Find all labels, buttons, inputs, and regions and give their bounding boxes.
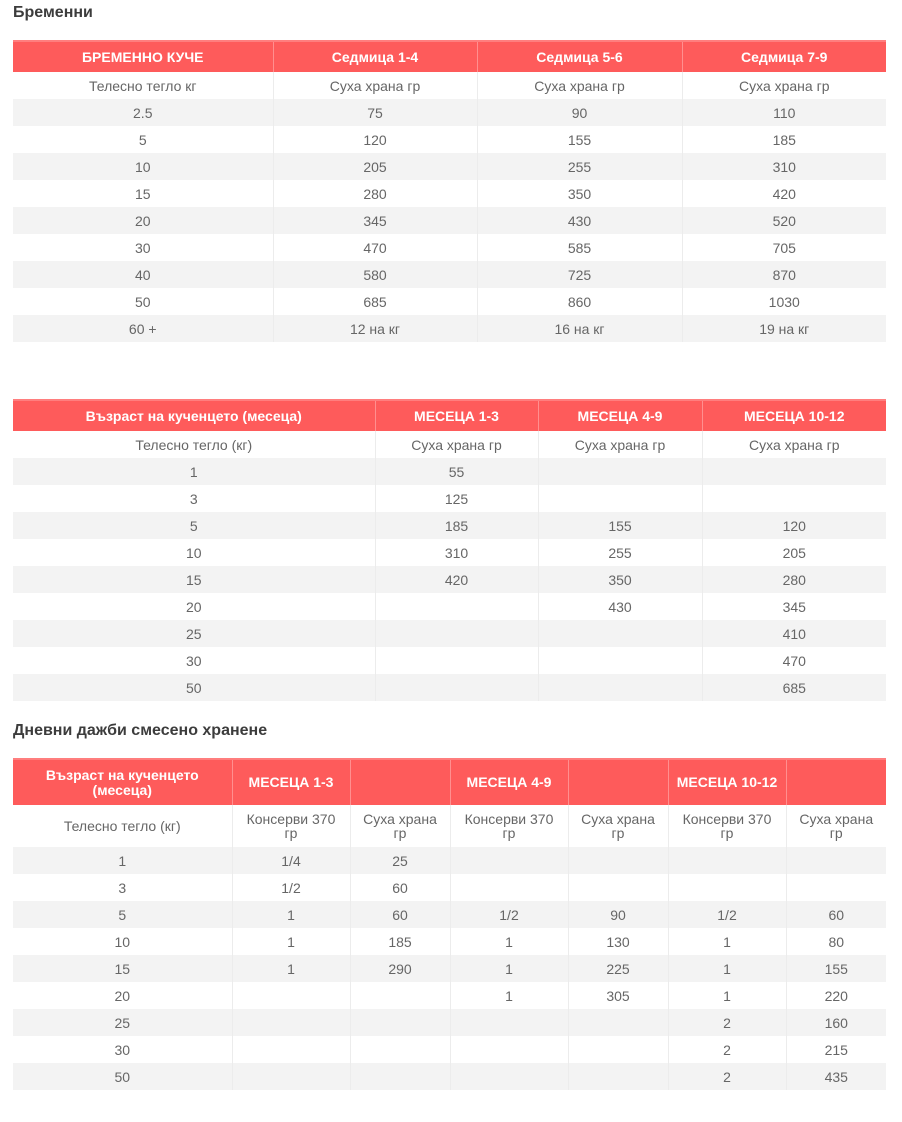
table-cell (538, 485, 702, 512)
table-cell: 60 + (13, 315, 273, 342)
table-cell (568, 847, 668, 874)
subheader-cell: Консерви 370 гр (232, 805, 350, 847)
table-row (13, 315, 886, 342)
table-cell: 155 (538, 512, 702, 539)
table-cell: 5 (138, 131, 147, 148)
table-row (13, 126, 886, 153)
table-cell: 130 (568, 928, 668, 955)
table-cell: 2 (668, 1063, 786, 1090)
column-header: МЕСЕЦА 4-9 (538, 400, 702, 431)
column-header (568, 759, 668, 805)
table-cell: 255 (538, 539, 702, 566)
subheader-row (13, 72, 886, 99)
table-cell (450, 847, 568, 874)
table-cell: 40 (13, 261, 273, 288)
column-header: Възраст на кученцето (месеца) (13, 759, 232, 805)
subheader-row (13, 431, 886, 458)
table-row (13, 485, 886, 512)
table-cell: 60 (786, 901, 886, 928)
table-cell: 3 (189, 490, 198, 507)
table-cell (568, 1036, 668, 1063)
subheader-cell: Консерви 370 гр (668, 805, 786, 847)
table-cell: 80 (786, 928, 886, 955)
table-cell: 60 (350, 901, 450, 928)
table-row (13, 620, 886, 647)
table-cell (350, 982, 450, 1009)
table-cell: 1 (668, 955, 786, 982)
table-cell: 290 (350, 955, 450, 982)
column-header (350, 759, 450, 805)
table-cell: 30 (134, 239, 151, 256)
table-cell: 725 (477, 261, 682, 288)
table-cell: 870 (682, 261, 886, 288)
table-cell: 1 (232, 955, 350, 982)
section-title-pregnant: Бременни (13, 4, 93, 21)
subheader-cell: Суха храна гр (538, 431, 702, 458)
table-row (13, 1009, 886, 1036)
table-cell: 10 (114, 933, 131, 950)
table-cell (668, 847, 786, 874)
table-cell: 310 (682, 153, 886, 180)
table-cell (350, 1009, 450, 1036)
table-cell: 1 (668, 982, 786, 1009)
table-cell: 350 (477, 180, 682, 207)
table-cell: 255 (477, 153, 682, 180)
table-cell: 20 (185, 598, 202, 615)
table-cell: 25 (13, 620, 375, 647)
table-cell (568, 874, 668, 901)
table-row (13, 99, 886, 126)
table-row (13, 207, 886, 234)
table-cell: 310 (375, 539, 538, 566)
table-cell (450, 874, 568, 901)
table-cell: 215 (786, 1036, 886, 1063)
table-cell: 120 (702, 512, 886, 539)
table-row (13, 647, 886, 674)
table-row (13, 901, 886, 928)
table-cell: 125 (375, 485, 538, 512)
table-row (13, 512, 886, 539)
table-cell (350, 1036, 450, 1063)
table-cell (786, 874, 886, 901)
table-cell: 5 (13, 512, 375, 539)
table-cell: 155 (477, 126, 682, 153)
table-cell: 220 (786, 982, 886, 1009)
table-cell (668, 874, 786, 901)
table-cell: 280 (273, 180, 477, 207)
table-cell: 430 (477, 207, 682, 234)
table-cell: 280 (702, 566, 886, 593)
table-row (13, 593, 886, 620)
table-cell: 185 (375, 512, 538, 539)
column-header: МЕСЕЦА 1-3 (375, 400, 538, 431)
column-header: МЕСЕЦА 10-12 (702, 400, 886, 431)
section-title-mixed-feeding: Дневни дажби смесено хранене (13, 722, 268, 739)
table-cell: 5 (13, 901, 232, 928)
table-row (13, 288, 886, 315)
table-row (13, 982, 886, 1009)
table-cell: 3 (118, 879, 127, 896)
table-cell: 225 (568, 955, 668, 982)
column-header: МЕСЕЦА 1-3 (232, 759, 350, 805)
table-cell: 520 (682, 207, 886, 234)
mixed-feeding-table (13, 758, 886, 1090)
table-cell: 50 (13, 674, 375, 701)
table-row (13, 234, 886, 261)
table-cell: 1 (450, 928, 568, 955)
table-cell (568, 1063, 668, 1090)
table-row (13, 458, 886, 485)
table-cell: 1/2 (232, 874, 350, 901)
table-cell (232, 1009, 350, 1036)
subheader-cell: Телесно тегло кг (88, 77, 197, 94)
table-cell: 1 (450, 955, 568, 982)
puppy-dry-food-table (13, 399, 886, 701)
table-cell: 15 (134, 185, 151, 202)
table-cell: 1030 (682, 288, 886, 315)
table-cell (375, 620, 538, 647)
table-cell: 420 (682, 180, 886, 207)
table-row (13, 1063, 886, 1090)
table-cell: 705 (682, 234, 886, 261)
table-cell: 585 (477, 234, 682, 261)
column-header: МЕСЕЦА 4-9 (450, 759, 568, 805)
subheader-cell: Телесно тегло (кг) (63, 818, 181, 834)
table-row (13, 566, 886, 593)
table-cell: 435 (786, 1063, 886, 1090)
table-cell: 1 (13, 458, 375, 485)
table-cell (538, 674, 702, 701)
table-cell: 50 (13, 1063, 232, 1090)
table-cell: 2 (668, 1036, 786, 1063)
table-header-row (13, 41, 886, 72)
table-cell (538, 647, 702, 674)
table-row (13, 153, 886, 180)
table-body (13, 72, 886, 342)
table-cell: 120 (273, 126, 477, 153)
table-cell (375, 674, 538, 701)
table-cell: 350 (538, 566, 702, 593)
table-cell: 1 (450, 982, 568, 1009)
table-cell: 20 (114, 987, 131, 1004)
pregnant-dog-table (13, 40, 886, 342)
table-row (13, 1036, 886, 1063)
table-cell: 470 (273, 234, 477, 261)
table-cell (786, 847, 886, 874)
table-cell: 685 (273, 288, 477, 315)
subheader-cell: Суха храна гр (682, 72, 886, 99)
column-header (786, 759, 886, 805)
table-cell: 16 на кг (477, 315, 682, 342)
table-cell: 60 (350, 874, 450, 901)
subheader-row (13, 805, 886, 847)
table-cell: 685 (702, 674, 886, 701)
table-row (13, 955, 886, 982)
table-cell (232, 1063, 350, 1090)
subheader-cell: Суха храна гр (786, 805, 886, 847)
table-cell: 90 (568, 901, 668, 928)
table-cell: 420 (375, 566, 538, 593)
table-cell: 155 (786, 955, 886, 982)
table-cell: 430 (538, 593, 702, 620)
table-cell (375, 647, 538, 674)
table-cell (702, 458, 886, 485)
table-cell: 19 на кг (682, 315, 886, 342)
table-cell: 205 (273, 153, 477, 180)
table-row (13, 539, 886, 566)
table-cell (538, 458, 702, 485)
table-row (13, 928, 886, 955)
column-header: БРЕМЕННО КУЧЕ (13, 41, 273, 72)
subheader-cell: Телесно тегло (кг) (135, 436, 253, 453)
table-cell: 12 на кг (273, 315, 477, 342)
table-body (13, 431, 886, 701)
table-cell: 25 (350, 847, 450, 874)
table-cell (232, 1036, 350, 1063)
subheader-cell: Суха храна гр (350, 805, 450, 847)
table-cell: 580 (273, 261, 477, 288)
table-cell (450, 1063, 568, 1090)
table-cell (350, 1063, 450, 1090)
column-header: Седмица 1-4 (273, 41, 477, 72)
subheader-cell: Суха храна гр (702, 431, 886, 458)
table-cell: 185 (350, 928, 450, 955)
table-cell: 470 (702, 647, 886, 674)
table-cell: 50 (134, 293, 151, 310)
table-header-row (13, 759, 886, 805)
table-cell (538, 620, 702, 647)
table-cell: 75 (273, 99, 477, 126)
table-cell (702, 485, 886, 512)
table-cell: 410 (702, 620, 886, 647)
table-cell: 20 (13, 207, 273, 234)
table-cell: 185 (682, 126, 886, 153)
table-body (13, 805, 886, 1090)
table-cell: 1/2 (668, 901, 786, 928)
subheader-cell: Суха храна гр (273, 72, 477, 99)
table-cell: 1 (232, 901, 350, 928)
table-cell: 25 (13, 1009, 232, 1036)
table-cell: 110 (682, 99, 886, 126)
table-cell: 305 (568, 982, 668, 1009)
table-row (13, 180, 886, 207)
table-cell (375, 593, 538, 620)
table-cell: 1/4 (232, 847, 350, 874)
subheader-cell: Суха храна гр (568, 805, 668, 847)
subheader-cell: Суха храна гр (375, 431, 538, 458)
subheader-cell: Консерви 370 гр (450, 805, 568, 847)
table-cell: 30 (185, 652, 202, 669)
table-cell: 1/2 (450, 901, 568, 928)
table-cell (450, 1036, 568, 1063)
table-cell (450, 1009, 568, 1036)
table-header-row (13, 400, 886, 431)
table-cell: 15 (13, 955, 232, 982)
table-row (13, 674, 886, 701)
table-cell (568, 1009, 668, 1036)
table-cell: 90 (477, 99, 682, 126)
table-cell: 205 (702, 539, 886, 566)
table-cell: 2 (668, 1009, 786, 1036)
table-row (13, 874, 886, 901)
table-cell: 345 (273, 207, 477, 234)
table-cell: 10 (185, 544, 202, 561)
column-header: Седмица 7-9 (682, 41, 886, 72)
table-cell: 345 (702, 593, 886, 620)
table-cell: 30 (114, 1041, 131, 1058)
table-row (13, 847, 886, 874)
table-row (13, 261, 886, 288)
table-cell: 10 (13, 153, 273, 180)
column-header: Седмица 5-6 (477, 41, 682, 72)
table-cell: 1 (232, 928, 350, 955)
table-cell: 860 (477, 288, 682, 315)
table-cell: 15 (13, 566, 375, 593)
column-header: МЕСЕЦА 10-12 (668, 759, 786, 805)
table-cell: 160 (786, 1009, 886, 1036)
subheader-cell: Суха храна гр (477, 72, 682, 99)
table-cell: 55 (375, 458, 538, 485)
table-cell: 1 (13, 847, 232, 874)
column-header: Възраст на кученцето (месеца) (13, 400, 375, 431)
table-cell: 1 (668, 928, 786, 955)
table-cell: 2.5 (13, 99, 273, 126)
table-cell (232, 982, 350, 1009)
